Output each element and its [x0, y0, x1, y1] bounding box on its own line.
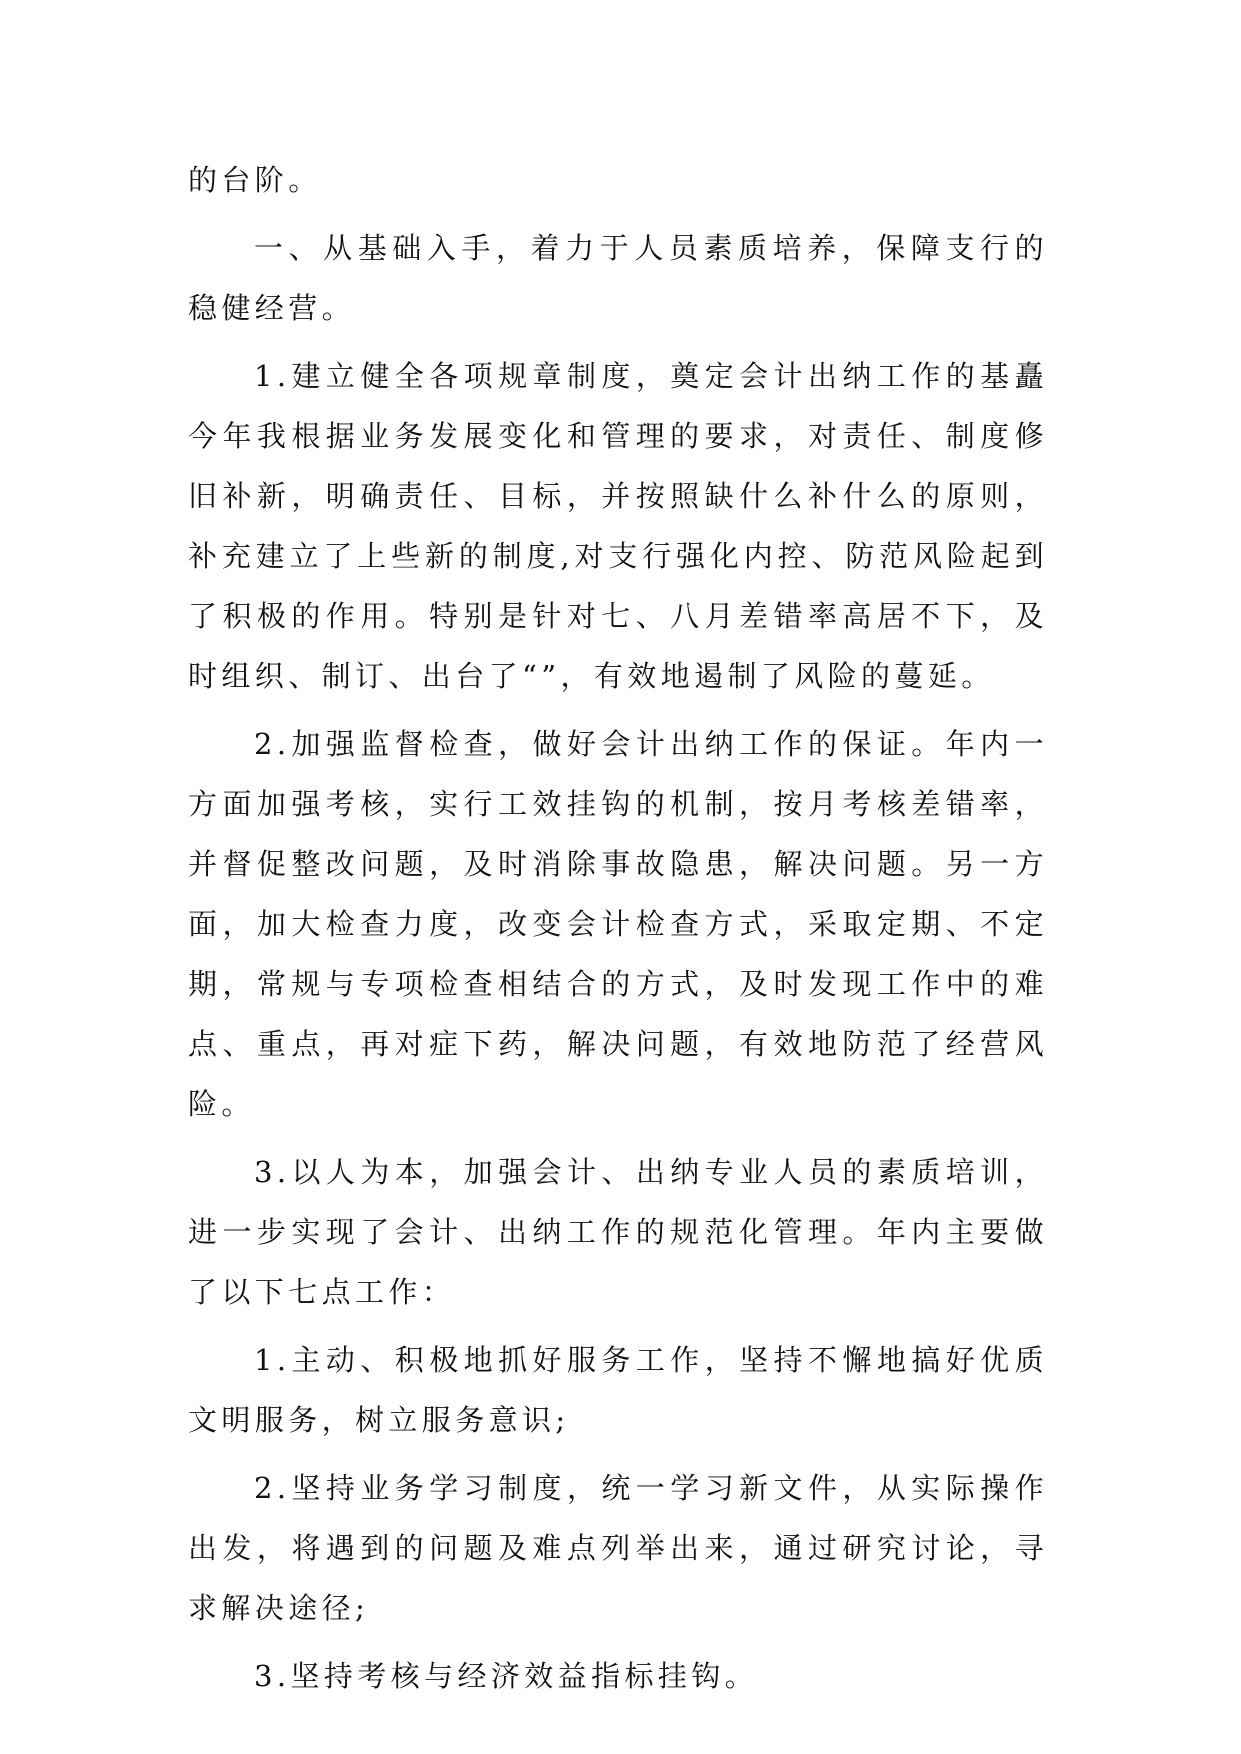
- paragraph-item-2: 2.加强监督检查，做好会计出纳工作的保证。年内一方面加强考核，实行工效挂钩的机制，按月考核差错率，并督促整改问题，及时消除事故隐患，解决问题。另一方面，加大检查力度，改变会计检查方式，采取定期、不定期，常规与专项检查相结合的方式，及时发现工作中的难点、重点，再对症下药，解决问题，有效地防范了经营风险。: [188, 727, 1048, 1121]
- list-item-2: 2.坚持业务学习制度，统一学习新文件，从实际操作出发，将遇到的问题及难点列举出来，通过研究讨论，寻求解决途径;: [188, 1471, 1048, 1625]
- paragraph-item-3: 3.以人为本，加强会计、出纳专业人员的素质培训，进一步实现了会计、出纳工作的规范化管理。年内主要做了以下七点工作：: [188, 1155, 1048, 1309]
- document-body: [188, 150, 1048, 1714]
- list-item-3: 3.坚持考核与经济效益指标挂钩。: [254, 1659, 759, 1693]
- section-heading-1: 一、从基础入手，着力于人员素质培养，保障支行的稳健经营。: [188, 231, 1048, 325]
- list-item-1: 1.主动、积极地抓好服务工作，坚持不懈地搞好优质文明服务，树立服务意识;: [188, 1343, 1048, 1437]
- paragraph-continuation: 的台阶。: [188, 163, 322, 197]
- paragraph-item-1: 1.建立健全各项规章制度，奠定会计出纳工作的基矗今年我根据业务发展变化和管理的要求，对责任、制度修旧补新，明确责任、目标，并按照缺什么补什么的原则，补充建立了上些新的制度,对支行强化内控、防范风险起到了积极的作用。特别是针对七、八月差错率高居不下，及时组织、制订、出台了“”，有效地遏制了风险的蔓延。: [188, 359, 1048, 693]
